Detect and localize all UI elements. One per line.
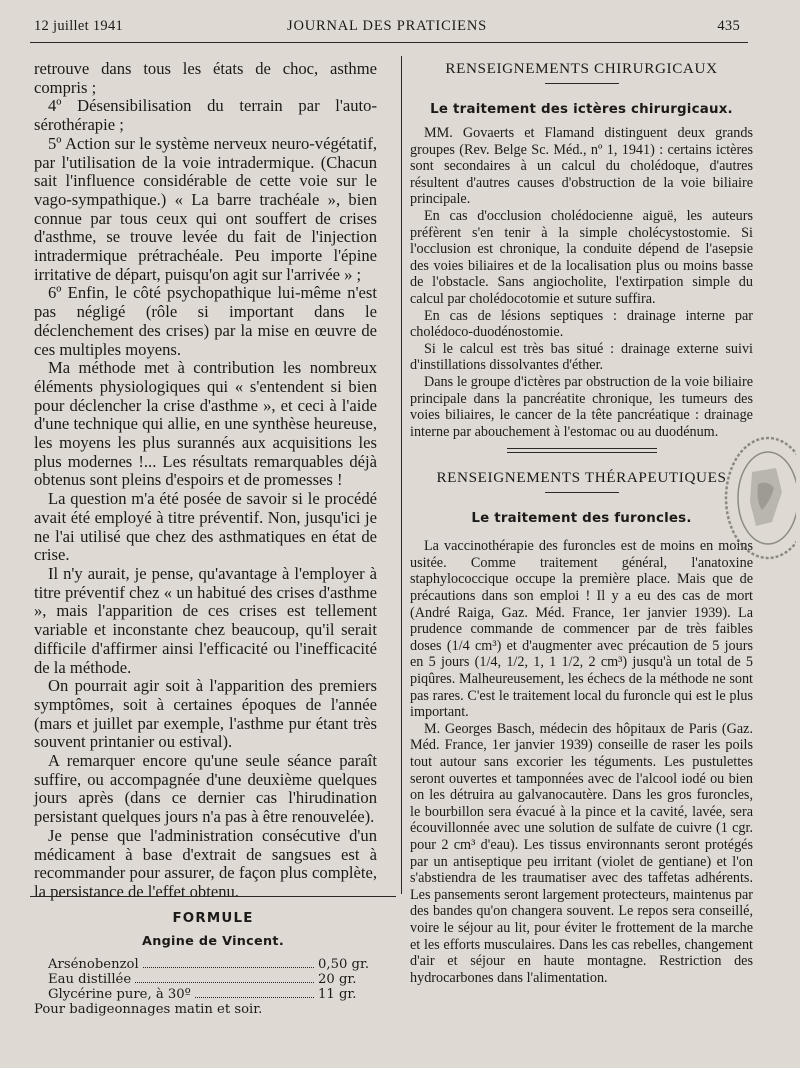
paragraph: 5º Action sur le système nerveux neuro-végétatif, par l'utilisation de la voie intradermique. (Chacun sait l'influence considérable de cette voie sur le vago-sympathique.) « La barre trachéale », bien connue par tous ceux qui ont souffert de crises d'asthme, se trouve levée du fait de l'injection intradermique prétrachéale. Peu importe l'épine irritative de départ, puisqu'on agit sur l'arrivée » ;	[34, 133, 377, 284]
page-number: 435	[717, 18, 740, 34]
article-title-icteres: Le traitement des ictères chirurgicaux.	[430, 102, 733, 117]
header-journal-title: JOURNAL DES PRATICIENS	[287, 18, 487, 34]
leader-dots	[143, 967, 314, 968]
ingredient-name: Eau distillée	[48, 972, 132, 987]
short-rule	[545, 492, 619, 493]
paragraph: MM. Govaerts et Flamand distinguent deux grands groupes (Rev. Belge Sc. Méd., nº 1, 1941) : certains ictères sont secondaires à un calcul du cholédoque, d'autres résultent d'autres causes d'obstruction de la voie biliaire principale.	[410, 125, 753, 208]
section-heading-chirurgicaux: RENSEIGNEMENTS CHIRURGICAUX	[445, 60, 718, 77]
header-date: 12 juillet 1941	[34, 18, 124, 34]
article-body-icteres	[410, 125, 753, 440]
library-stamp-icon	[712, 432, 796, 564]
section-heading-therapeutiques: RENSEIGNEMENTS THÉRAPEUTIQUES	[436, 469, 727, 487]
ingredient-amount: 11 gr.	[318, 987, 357, 1002]
column-divider	[401, 56, 402, 894]
paragraph: La vaccinothérapie des furoncles est de moins en moins usitée. Comme traitement général, l'anatoxine staphylococcique occupe la première place. Mais que de précautions dans son emploi ! Il y a eu des cas de mort (André Raiga, Gaz. Méd. France, 1er janvier 1939). La prudence commande de commencer par de très faibles doses (1/4 cm³) et d'augmenter avec précaution de 5 jours en 5 jours (1/4, 1/2, 1, 1 1/2, 2 cm³) jusqu'à un total de 5 piqûres. Malheureusement, les échecs de la méthode ne sont pas rares. C'est le traitement local du furoncle qui est le plus important.	[410, 538, 753, 721]
ingredient-name: Arsénobenzol	[48, 957, 139, 972]
paragraph: 4º Désensibilisation du terrain par l'auto-sérothérapie ;	[34, 96, 377, 135]
running-header	[34, 18, 740, 38]
ingredient-amount: 0,50 gr.	[318, 957, 370, 972]
formule-box	[30, 896, 396, 1017]
ingredient-row	[48, 972, 368, 987]
left-column-text	[34, 60, 377, 902]
paragraph: Si le calcul est très bas situé : drainage externe suivi d'instillations dissolvantes d'éther.	[410, 340, 753, 374]
ingredient-name: Glycérine pure, à 30º	[48, 987, 191, 1002]
paragraph: 6º Enfin, le côté psychopathique lui-même n'est pas négligé (rôle si important dans le déclenchement des crises) par la mise en œuvre de ces multiples moyens.	[34, 283, 377, 359]
paragraph: retrouve dans tous les états de choc, asthme compris ;	[34, 59, 377, 97]
paragraph: La question m'a été posée de savoir si le procédé avait été employé à titre préventif. Non, jusqu'ici je ne l'ai utilisé que chez des asthmatiques en état de crise.	[34, 489, 377, 565]
leader-dots	[195, 997, 314, 998]
paragraph: Je pense que l'administration consécutive d'un médicament à base d'extrait de sangsues est à recommander pour assurer, de façon plus complète, la persistance de l'effet obtenu.	[34, 825, 377, 901]
formule-subtitle: Angine de Vincent.	[141, 934, 285, 949]
paragraph: Dans le groupe d'ictères par obstruction de la voie biliaire principale dans la pancréatite chronique, les tumeurs des voies biliaires, le cancer de la tête pancréatique : drainage interne par abouchement à l'estomac ou au duodénum.	[410, 373, 753, 440]
section-separator	[507, 448, 657, 453]
article-body-furoncles	[410, 538, 753, 986]
short-rule	[545, 83, 619, 84]
ingredient-row	[48, 957, 368, 972]
paragraph: A remarquer encore qu'une seule séance paraît suffire, ou accompagnée d'une deuxième quelques jours après (dans ce dernier cas l'hirudination persistant quelques jours n'a pas à être renouvelée).	[34, 751, 377, 827]
article-title-furoncles: Le traitement des furoncles.	[471, 511, 692, 527]
paragraph: En cas de lésions septiques : drainage interne par cholédoco-duodénostomie.	[410, 307, 753, 341]
leader-dots	[135, 982, 314, 983]
formule-usage: Pour badigeonnages matin et soir.	[34, 1002, 263, 1017]
ingredient-row	[48, 987, 368, 1002]
ingredient-list	[48, 957, 368, 1002]
paragraph: Il n'y aurait, je pense, qu'avantage à l'employer à titre préventif chez « un habitué des crises d'asthme », mais l'apparition de ces crises est tellement variable et inconstante chez beaucoup, qu'il serait difficile d'affirmer ainsi l'efficacité ou l'inefficacité de la méthode.	[34, 563, 377, 677]
paragraph: On pourrait agir soit à l'apparition des premiers symptômes, soit à certaines époques de l'année (mars et juillet par exemple, l'asthme pur étant très souvent printanier ou estival).	[34, 676, 377, 752]
paragraph: Ma méthode met à contribution les nombreux éléments physiologiques qui « s'entendent si bien pour déclencher la crise d'asthme », et ceci à l'aide d'une technique qui allie, en une synthèse heureuse, les moyens les plus surannés aux acquisitions les plus modernes !... Les résultats remarquables déjà obtenus sont pleins d'espoirs et de promesses !	[34, 358, 377, 490]
formule-title: FORMULE	[172, 911, 254, 926]
paragraph: En cas d'occlusion cholédocienne aiguë, les auteurs préfèrent s'en tenir à la simple cholécystostomie. Si l'occlusion est chronique, la conduite dépend de l'asepsie des voies biliaires et de la localisation plus ou moins basse de l'obstacle. Sans angiocholite, l'extirpation simple du calcul par cholédocotomie et suture suffira.	[410, 207, 753, 307]
ingredient-amount: 20 gr.	[318, 972, 357, 987]
paragraph: M. Georges Basch, médecin des hôpitaux de Paris (Gaz. Méd. France, 1er janvier 1939) conseille de raser les poils tout autour sans excorier les téguments. Les pustulettes seront ouvertes et tamponnées avec de l'alcool iodé ou bien on les détruira au galvanocautère. Dans les gros furoncles, le bourbillon sera évacué à la pince et la cavité, lavée, sera écouvillonnée avec une solution de sulfate de cuivre (1 cgr. pour 2 cm³ d'eau). Les tissus environnants seront protégés par un antiseptique peu irritant (violet de gentiane) et l'on s'abstiendra de les traumatiser avec des taffetas adhérents. Les pansements seront largement protecteurs, maintenus par des bandes qu'on changera souvent. Le repos sera conseillé, voire le séjour au lit, pour éviter le frottement de la marche et les efforts musculaires. Dans les cas rebelles, changement d'air et séjour en haute montagne. Restriction des hydrocarbones dans l'alimentation.	[410, 720, 753, 986]
header-rule	[30, 42, 748, 43]
right-column	[410, 60, 753, 986]
